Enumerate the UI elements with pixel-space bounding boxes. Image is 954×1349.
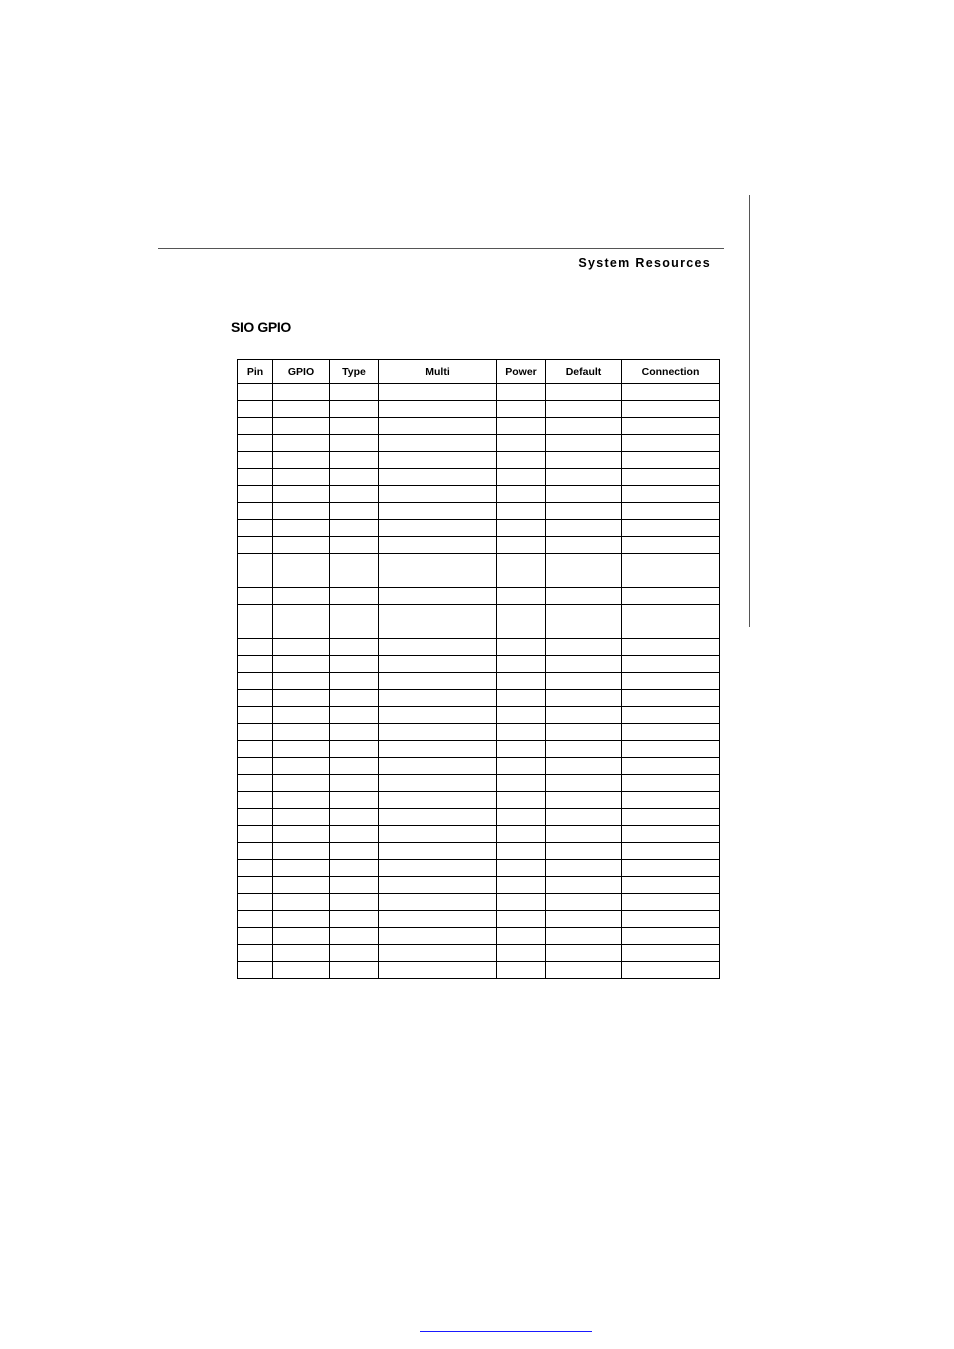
table-cell	[497, 435, 546, 452]
table-cell	[497, 639, 546, 656]
table-cell	[379, 384, 497, 401]
table-cell	[497, 894, 546, 911]
table-cell	[379, 962, 497, 979]
table-cell	[379, 656, 497, 673]
table-cell	[238, 911, 273, 928]
table-cell	[330, 588, 379, 605]
table-cell	[546, 503, 622, 520]
table-cell	[238, 707, 273, 724]
table-cell	[330, 656, 379, 673]
table-cell	[546, 520, 622, 537]
table-cell	[238, 945, 273, 962]
table-cell	[238, 452, 273, 469]
table-row	[238, 928, 720, 945]
table-cell	[546, 605, 622, 639]
table-cell	[273, 384, 330, 401]
table-row	[238, 707, 720, 724]
table-cell	[379, 945, 497, 962]
table-cell	[238, 775, 273, 792]
table-cell	[546, 673, 622, 690]
table-cell	[497, 758, 546, 775]
table-cell	[379, 707, 497, 724]
table-cell	[379, 792, 497, 809]
table-cell	[546, 860, 622, 877]
table-cell	[379, 826, 497, 843]
table-cell	[273, 520, 330, 537]
table-cell	[330, 673, 379, 690]
table-cell	[379, 435, 497, 452]
table-row	[238, 690, 720, 707]
table-cell	[546, 741, 622, 758]
table-cell	[379, 877, 497, 894]
table-cell	[497, 554, 546, 588]
table-cell	[273, 894, 330, 911]
table-cell	[546, 537, 622, 554]
table-cell	[497, 826, 546, 843]
table-cell	[546, 826, 622, 843]
table-cell	[273, 537, 330, 554]
table-cell	[546, 690, 622, 707]
table-cell	[379, 928, 497, 945]
table-cell	[622, 537, 720, 554]
table-header-row	[238, 360, 720, 384]
table-row	[238, 554, 720, 588]
table-cell	[546, 384, 622, 401]
table-row	[238, 639, 720, 656]
table-cell	[622, 503, 720, 520]
table-cell	[273, 452, 330, 469]
table-cell	[273, 707, 330, 724]
footer-link[interactable]	[420, 1331, 592, 1332]
table-cell	[622, 945, 720, 962]
table-cell	[622, 673, 720, 690]
column-header-type: Type	[330, 360, 379, 384]
table-cell	[330, 520, 379, 537]
table-cell	[546, 843, 622, 860]
table-cell	[238, 554, 273, 588]
table-cell	[238, 962, 273, 979]
table-cell	[238, 877, 273, 894]
table-cell	[497, 928, 546, 945]
table-cell	[379, 775, 497, 792]
table-cell	[546, 435, 622, 452]
table-cell	[546, 758, 622, 775]
table-cell	[497, 673, 546, 690]
table-cell	[330, 554, 379, 588]
table-cell	[622, 656, 720, 673]
table-cell	[622, 605, 720, 639]
table-cell	[546, 928, 622, 945]
table-cell	[622, 401, 720, 418]
table-cell	[622, 877, 720, 894]
table-cell	[497, 690, 546, 707]
table-row	[238, 520, 720, 537]
table-row	[238, 486, 720, 503]
table-row	[238, 775, 720, 792]
table-cell	[330, 401, 379, 418]
table-cell	[546, 911, 622, 928]
table-cell	[622, 384, 720, 401]
table-cell	[330, 758, 379, 775]
table-cell	[622, 690, 720, 707]
table-cell	[497, 656, 546, 673]
table-cell	[273, 554, 330, 588]
table-row	[238, 826, 720, 843]
table-cell	[330, 843, 379, 860]
table-cell	[546, 639, 622, 656]
table-cell	[238, 792, 273, 809]
table-cell	[622, 707, 720, 724]
table-cell	[546, 945, 622, 962]
table-cell	[622, 860, 720, 877]
table-cell	[622, 826, 720, 843]
table-cell	[273, 486, 330, 503]
table-cell	[238, 537, 273, 554]
table-cell	[497, 809, 546, 826]
table-cell	[330, 707, 379, 724]
table-cell	[273, 860, 330, 877]
table-row	[238, 537, 720, 554]
table-cell	[546, 452, 622, 469]
table-cell	[622, 588, 720, 605]
table-cell	[546, 877, 622, 894]
table-cell	[497, 384, 546, 401]
table-cell	[330, 860, 379, 877]
table-row	[238, 809, 720, 826]
table-cell	[379, 758, 497, 775]
table-cell	[497, 605, 546, 639]
table-cell	[622, 486, 720, 503]
table-cell	[330, 486, 379, 503]
table-cell	[330, 877, 379, 894]
table-body	[238, 384, 720, 979]
table-row	[238, 469, 720, 486]
table-cell	[622, 741, 720, 758]
table-cell	[546, 588, 622, 605]
table-cell	[330, 945, 379, 962]
table-row	[238, 877, 720, 894]
table-row	[238, 401, 720, 418]
table-row	[238, 452, 720, 469]
table-cell	[622, 792, 720, 809]
table-cell	[379, 741, 497, 758]
table-cell	[273, 673, 330, 690]
table-cell	[546, 775, 622, 792]
table-cell	[330, 911, 379, 928]
table-cell	[546, 486, 622, 503]
table-cell	[273, 435, 330, 452]
table-cell	[330, 962, 379, 979]
table-cell	[330, 537, 379, 554]
column-header-gpio: GPIO	[273, 360, 330, 384]
table-cell	[379, 452, 497, 469]
table-cell	[273, 690, 330, 707]
table-cell	[497, 877, 546, 894]
table-cell	[273, 639, 330, 656]
table-cell	[379, 486, 497, 503]
table-cell	[273, 724, 330, 741]
table-row	[238, 843, 720, 860]
table-cell	[497, 520, 546, 537]
table-cell	[330, 928, 379, 945]
table-row	[238, 724, 720, 741]
table-cell	[622, 418, 720, 435]
table-cell	[622, 962, 720, 979]
table-cell	[273, 911, 330, 928]
table-cell	[546, 554, 622, 588]
table-cell	[546, 469, 622, 486]
table-cell	[497, 860, 546, 877]
table-cell	[330, 469, 379, 486]
table-cell	[497, 707, 546, 724]
table-cell	[238, 809, 273, 826]
table-cell	[273, 962, 330, 979]
table-cell	[330, 503, 379, 520]
table-cell	[330, 792, 379, 809]
table-row	[238, 673, 720, 690]
table-cell	[497, 911, 546, 928]
table-cell	[273, 945, 330, 962]
table-cell	[379, 520, 497, 537]
table-cell	[546, 792, 622, 809]
table-cell	[379, 588, 497, 605]
table-cell	[622, 452, 720, 469]
table-cell	[497, 401, 546, 418]
table-cell	[273, 928, 330, 945]
table-cell	[238, 758, 273, 775]
table-cell	[622, 843, 720, 860]
table-cell	[273, 877, 330, 894]
table-cell	[379, 554, 497, 588]
table-row	[238, 894, 720, 911]
table-cell	[238, 843, 273, 860]
table-cell	[497, 537, 546, 554]
table-cell	[546, 401, 622, 418]
table-cell	[622, 520, 720, 537]
table-row	[238, 503, 720, 520]
table-cell	[238, 860, 273, 877]
column-header-default: Default	[546, 360, 622, 384]
table-cell	[622, 639, 720, 656]
table-cell	[546, 418, 622, 435]
table-cell	[379, 843, 497, 860]
table-cell	[497, 945, 546, 962]
running-header: System Resources	[578, 256, 711, 270]
table-cell	[497, 588, 546, 605]
table-cell	[273, 826, 330, 843]
side-rule	[749, 195, 750, 627]
table-cell	[238, 741, 273, 758]
table-cell	[497, 962, 546, 979]
table-cell	[330, 639, 379, 656]
table-cell	[379, 894, 497, 911]
section-title: SIO GPIO	[231, 319, 291, 335]
table-cell	[273, 401, 330, 418]
table-row	[238, 911, 720, 928]
table-cell	[330, 809, 379, 826]
table-cell	[497, 775, 546, 792]
table-cell	[238, 656, 273, 673]
table-cell	[379, 673, 497, 690]
table-cell	[497, 843, 546, 860]
table-cell	[238, 469, 273, 486]
table-cell	[238, 384, 273, 401]
table-row	[238, 418, 720, 435]
table-cell	[379, 418, 497, 435]
table-cell	[273, 741, 330, 758]
table-cell	[330, 418, 379, 435]
table-cell	[238, 724, 273, 741]
table-cell	[330, 605, 379, 639]
table-cell	[622, 724, 720, 741]
table-row	[238, 962, 720, 979]
table-cell	[238, 894, 273, 911]
table-cell	[497, 486, 546, 503]
table-cell	[273, 418, 330, 435]
table-row	[238, 588, 720, 605]
table-row	[238, 741, 720, 758]
table-row	[238, 860, 720, 877]
table-row	[238, 605, 720, 639]
table-cell	[546, 707, 622, 724]
table-cell	[330, 690, 379, 707]
table-cell	[546, 809, 622, 826]
table-cell	[330, 724, 379, 741]
table-cell	[622, 928, 720, 945]
table-row	[238, 435, 720, 452]
table-cell	[330, 384, 379, 401]
table-row	[238, 792, 720, 809]
column-header-multi: Multi	[379, 360, 497, 384]
table-cell	[330, 775, 379, 792]
table-cell	[497, 469, 546, 486]
table-cell	[497, 724, 546, 741]
table-cell	[622, 469, 720, 486]
table-cell	[238, 826, 273, 843]
table-cell	[379, 860, 497, 877]
table-cell	[497, 741, 546, 758]
table-row	[238, 384, 720, 401]
table-cell	[330, 435, 379, 452]
table-cell	[546, 656, 622, 673]
table-cell	[330, 741, 379, 758]
table-cell	[379, 503, 497, 520]
table-cell	[379, 401, 497, 418]
table-cell	[273, 843, 330, 860]
table-cell	[330, 826, 379, 843]
table-cell	[497, 792, 546, 809]
table-cell	[238, 690, 273, 707]
table-cell	[622, 435, 720, 452]
table-cell	[379, 605, 497, 639]
table-cell	[330, 894, 379, 911]
column-header-power: Power	[497, 360, 546, 384]
table-cell	[238, 673, 273, 690]
table-cell	[238, 520, 273, 537]
table-row	[238, 945, 720, 962]
column-header-pin: Pin	[238, 360, 273, 384]
table-cell	[273, 809, 330, 826]
table-cell	[546, 724, 622, 741]
table-cell	[379, 690, 497, 707]
table-cell	[238, 435, 273, 452]
table-cell	[379, 639, 497, 656]
table-cell	[273, 656, 330, 673]
sio-gpio-table	[237, 359, 720, 979]
table-cell	[273, 503, 330, 520]
table-cell	[622, 758, 720, 775]
table-cell	[622, 911, 720, 928]
table-cell	[273, 469, 330, 486]
table-cell	[546, 894, 622, 911]
table-cell	[622, 775, 720, 792]
table-cell	[379, 537, 497, 554]
table-cell	[238, 401, 273, 418]
table-cell	[497, 503, 546, 520]
table-cell	[273, 758, 330, 775]
table-row	[238, 656, 720, 673]
table-cell	[622, 894, 720, 911]
table-cell	[238, 928, 273, 945]
table-cell	[273, 605, 330, 639]
table-cell	[238, 418, 273, 435]
table-cell	[546, 962, 622, 979]
table-cell	[238, 605, 273, 639]
table-cell	[497, 452, 546, 469]
table-cell	[622, 809, 720, 826]
header-rule	[158, 248, 724, 249]
table-cell	[273, 588, 330, 605]
table-cell	[273, 792, 330, 809]
table-cell	[379, 724, 497, 741]
table-cell	[379, 911, 497, 928]
table-cell	[379, 469, 497, 486]
table-cell	[330, 452, 379, 469]
table-cell	[497, 418, 546, 435]
table-cell	[273, 775, 330, 792]
column-header-connection: Connection	[622, 360, 720, 384]
table-cell	[238, 503, 273, 520]
table-cell	[238, 639, 273, 656]
table-row	[238, 758, 720, 775]
table-cell	[379, 809, 497, 826]
table-cell	[622, 554, 720, 588]
table-cell	[238, 486, 273, 503]
table-cell	[238, 588, 273, 605]
